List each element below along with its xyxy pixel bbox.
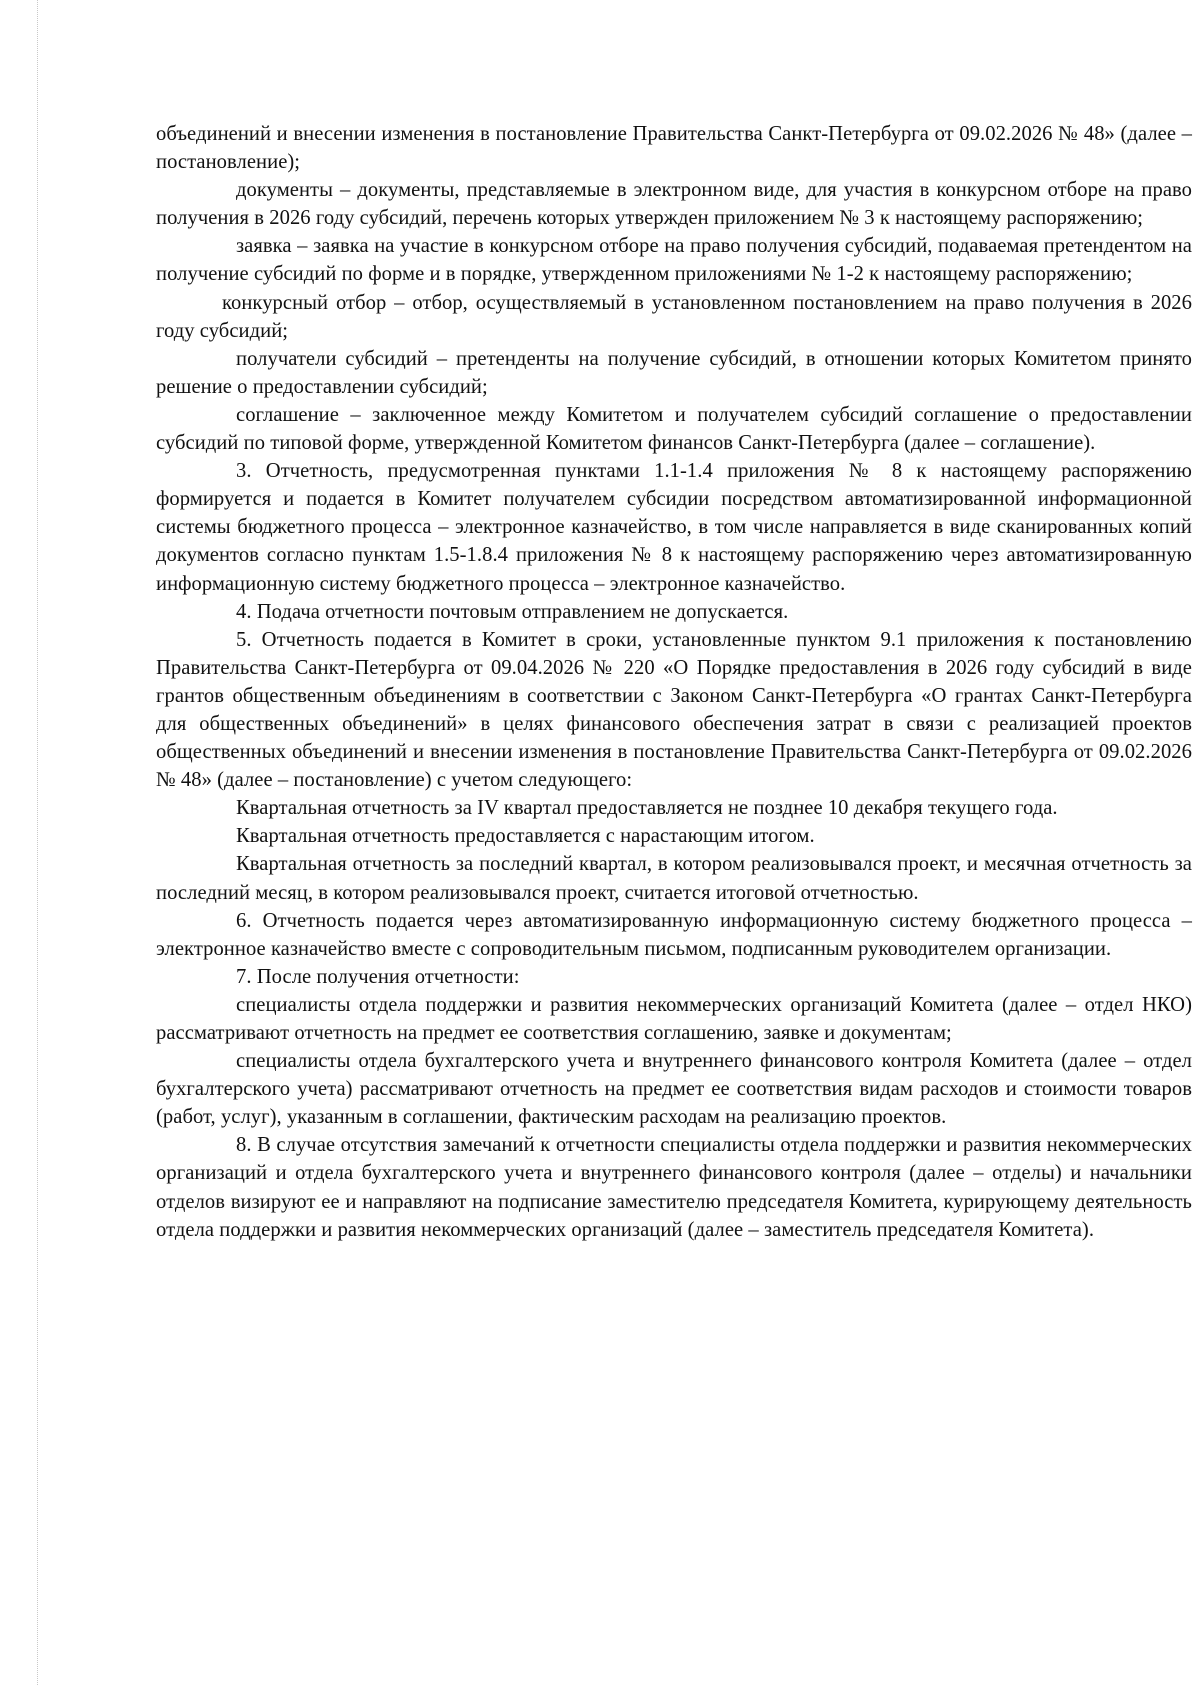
paragraph-definition-competition: конкурсный отбор – отбор, осуществляемый в установленном постановлением на право получения в 2026 году субсидий; [156,291,1192,342]
paragraph-item-7: 7. После получения отчетности: [236,965,520,988]
paragraph-definition-agreement: соглашение – заключенное между Комитетом и получателем субсидий соглашение о предоставлении субсидий по типовой форме, утвержденной Комитетом финансов Санкт-Петербурга (далее – соглашение). [156,403,1192,455]
scan-edge-divider [37,0,38,1685]
paragraph-item-3: 3. Отчетность, предусмотренная пунктами 1.1-1.4 приложения № 8 к настоящему распоряжению формируется и подается в Комитет получателем субсидии посредством автоматизированной информационной системы бюджетного процесса – электронное казначейство, в том числе направляется в виде сканированных копий документов согласно пунктам 1.5-1.8.4 приложения № 8 к настоящему распоряжению через автоматизированную информационную систему бюджетного процесса – электронное казначейство. [156,460,1192,595]
paragraph-item-8: 8. В случае отсутствия замечаний к отчетности специалисты отдела поддержки и развития некоммерческих организаций и отдела бухгалтерского учета и внутреннего финансового контроля (далее – отделы) и начальники отделов визируют ее и направляют на подписание заместителю председателя Комитета, курирующему деятельность отдела поддержки и развития некоммерческих организаций (далее – заместитель председателя Комитета). [156,1134,1192,1241]
paragraph-nko-review: специалисты отдела поддержки и развития некоммерческих организаций Комитета (далее – отдел НКО) рассматривают отчетность на предмет ее соответствия соглашению, заявке и документам; [156,993,1192,1044]
paragraph-quarter-iv: Квартальная отчетность за IV квартал предоставляется не позднее 10 декабря текущего года. [236,797,1058,820]
paragraph-final-report: Квартальная отчетность за последний квартал, в котором реализовывался проект, и месячная отчетность за последний месяц, в котором реализовывался проект, считается итоговой отчетностью. [156,853,1192,904]
document-body [156,120,1192,1244]
paragraph-definition-documents: документы – документы, представляемые в электронном виде, для участия в конкурсном отборе на право получения в 2026 году субсидий, перечень которых утвержден приложением № 3 к настоящему распоряжению; [156,179,1192,230]
paragraph-cumulative: Квартальная отчетность предоставляется с нарастающим итогом. [236,825,815,848]
paragraph-item-5: 5. Отчетность подается в Комитет в сроки, установленные пунктом 9.1 приложения к постановлению Правительства Санкт-Петербурга от 09.04.2026 № 220 «О Порядке предоставления в 2026 году субсидий в виде грантов общественным объединениям в соответствии с Законом Санкт-Петербурга «О грантах Санкт-Петербурга для общественных объединений» в целях финансового обеспечения затрат в связи с реализацией проектов общественных объединений и внесении изменения в постановление Правительства Санкт-Петербурга от 09.02.2026 № 48» (далее – постановление) с учетом следующего: [156,628,1192,792]
paragraph-item-4: 4. Подача отчетности почтовым отправлением не допускается. [236,600,789,623]
paragraph-continuation: объединений и внесении изменения в постановление Правительства Санкт-Петербурга от 09.02.2026 № 48» (далее – постановление); [156,123,1192,174]
paragraph-item-6: 6. Отчетность подается через автоматизированную информационную систему бюджетного процесса – электронное казначейство вместе с сопроводительным письмом, подписанным руководителем организации. [156,909,1192,960]
paragraph-definition-application: заявка – заявка на участие в конкурсном отборе на право получения субсидий, подаваемая претендентом на получение субсидий по форме и в порядке, утвержденном приложениями № 1-2 к настоящему распоряжению; [156,235,1192,286]
paragraph-definition-recipients: получатели субсидий – претенденты на получение субсидий, в отношении которых Комитетом принято решение о предоставлении субсидий; [156,347,1192,398]
paragraph-accounting-review: специалисты отдела бухгалтерского учета и внутреннего финансового контроля Комитета (далее – отдел бухгалтерского учета) рассматривают отчетность на предмет ее соответствия видам расходов и стоимости товаров (работ, услуг), указанным в соглашении, фактическим расходам на реализацию проектов. [156,1050,1192,1129]
